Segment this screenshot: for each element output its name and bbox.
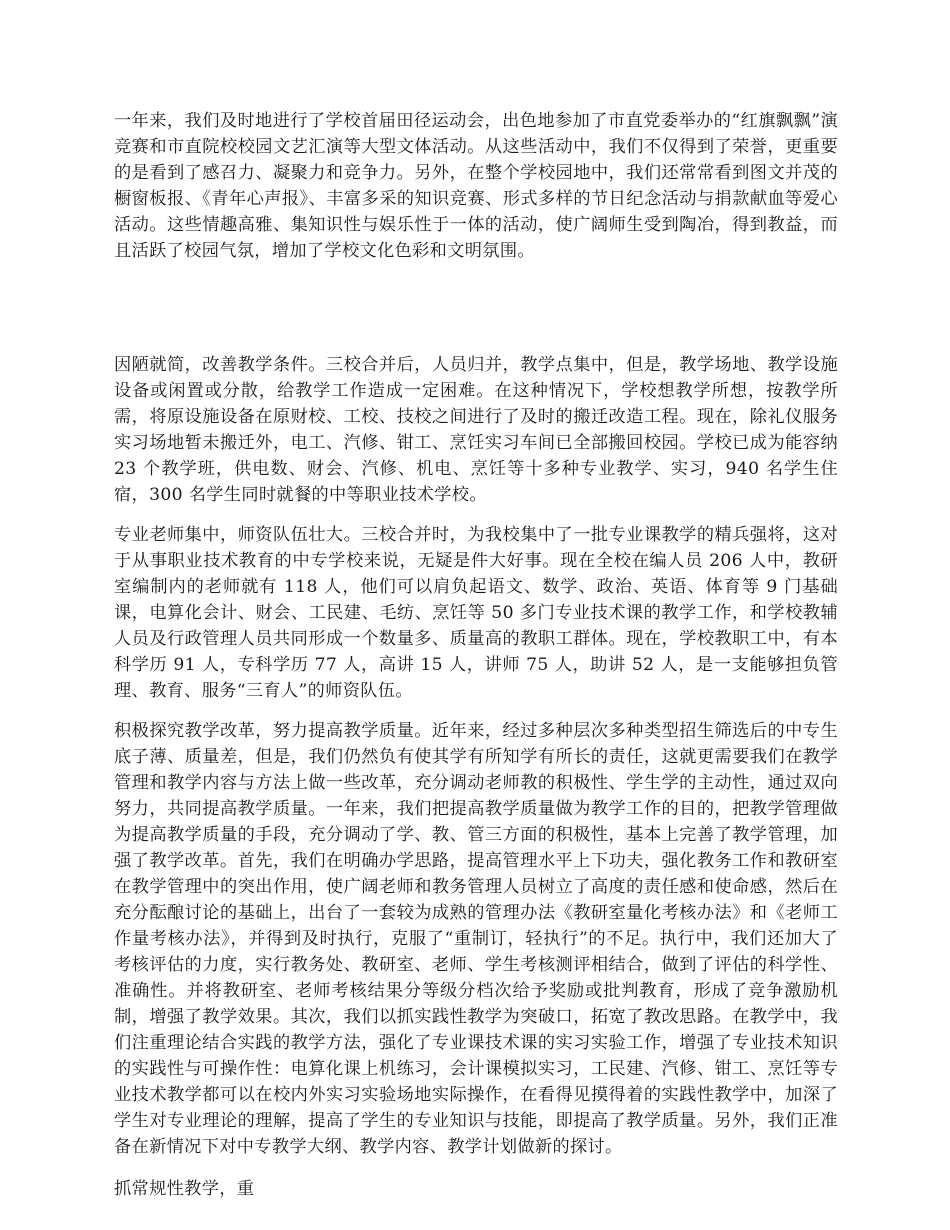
paragraph-teaching-conditions: 因陋就简，改善教学条件。三校合并后，人员归并，教学点集中，但是，教学场地、教学设施设备或闲置或分散，给教学工作造成一定困难。在这种情况下，学校想教学所想，按教学所需，将原设施设备在原财校、工校、技校之间进行了及时的搬迁改造工程。现在，除礼仪服务实习场地暂未搬迁外，电工、汽修、钳工、烹饪实习车间已全部搬回校园。学校已成为能容纳 23 个教学班，供电数、财会、汽修、机电、烹饪等十多种专业教学、实习，940 名学生住宿，300 名学生同时就餐的中等职业技术学校。 — [114, 355, 838, 505]
paragraph-routine-teaching: 抓常规性教学，重 — [114, 1179, 255, 1199]
document-page — [114, 108, 838, 1202]
paragraph-activities: 一年来，我们及时地进行了学校首届田径运动会，出色地参加了市直党委举办的“红旗飘飘”演竞赛和市直院校校园文艺汇演等大型文体活动。从这些活动中，我们不仅得到了荣誉，更重要的是看到了感召力、凝聚力和竞争力。另外，在整个学校园地中，我们还常常看到图文并茂的橱窗板报、《青年心声报》、丰富多采的知识竞赛、形式多样的节日纪念活动与捐款献血等爱心活动。这些情趣高雅、集知识性与娱乐性于一体的活动，使广阔师生受到陶冶，得到教益，而且活跃了校园气氛，增加了学校文化色彩和文明氛围。 — [114, 111, 838, 261]
paragraph-teaching-reform: 积极探究教学改革，努力提高教学质量。近年来，经过多种层次多种类型招生筛选后的中专生底子薄、质量差，但是，我们仍然负有使其学有所知学有所长的责任，这就更需要我们在教学管理和教学内容与方法上做一些改革，充分调动老师教的积极性、学生学的主动性，通过双向努力，共同提高教学质量。一年来，我们把提高教学质量做为教学工作的目的，把教学管理做为提高教学质量的手段，充分调动了学、教、管三方面的积极性，基本上完善了教学管理，加强了教学改革。首先，我们在明确办学思路，提高管理水平上下功夫，强化教务工作和教研室在教学管理中的突出作用，使广阔老师和教务管理人员树立了高度的责任感和使命感，然后在充分酝酿讨论的基础上，出台了一套较为成熟的管理办法《教研室量化考核办法》和《老师工作量考核办法》，并得到及时执行，克服了“重制订，轻执行”的不足。执行中，我们还加大了考核评估的力度，实行教务处、教研室、老师、学生考核测评相结合，做到了评估的科学性、准确性。并将教研室、老师考核结果分等级分档次给予奖励或批判教育，形成了竞争激励机制，增强了教学效果。其次，我们以抓实践性教学为突破口，拓宽了教改思路。在教学中，我们注重理论结合实践的教学方法，强化了专业课技术课的实习实验工作，增强了专业技术知识的实践性与可操作性：电算化课上机练习，会计课模拟实习，工民建、汽修、钳工、烹饪等专业技术教学都可以在校内外实习实验场地实际操作，在看得见摸得着的实践性教学中，加深了学生对专业理论的理解，提高了学生的专业知识与技能，即提高了教学质量。另外，我们正准备在新情况下对中专教学大纲、教学内容、教学计划做新的探讨。 — [114, 721, 838, 1157]
paragraph-teaching-staff: 专业老师集中，师资队伍壮大。三校合并时，为我校集中了一批专业课教学的精兵强将，这对于从事职业技术教育的中专学校来说，无疑是件大好事。现在全校在编人员 206 人中，教研室编制内的老师就有 118 人，他们可以肩负起语文、数学、政治、英语、体育等 9 门基础课，电算化会计、财会、工民建、毛纺、烹饪等 50 多门专业技术课的教学工作，和学校教辅人员及行政管理人员共同形成一个数量多、质量高的教职工群体。现在，学校教职工中，有本科学历 91 人，专科学历 77 人，高讲 15 人，讲师 75 人，助讲 52 人，是一支能够担负管理、教育、服务“三育人”的师资队伍。 — [114, 525, 838, 701]
